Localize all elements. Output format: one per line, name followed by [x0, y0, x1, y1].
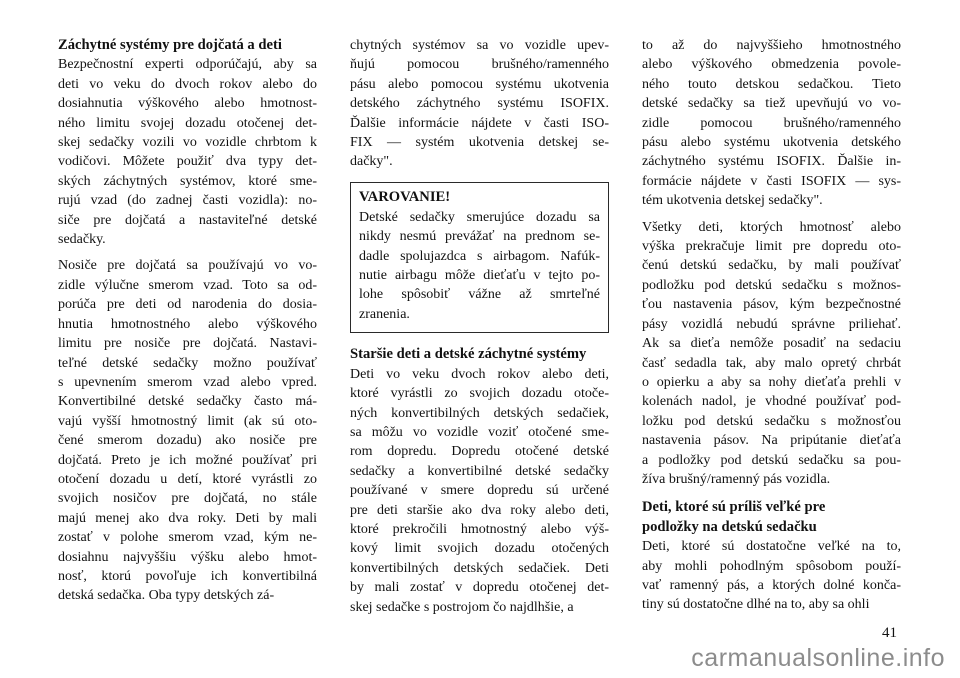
- text-line: ktoré prekročili hmotnostný alebo výš-: [350, 521, 609, 537]
- text-line: ských záchytných systémov, ktoré sme-: [58, 173, 317, 189]
- text-line: dosiahnutia výškového alebo hmotnost-: [58, 96, 317, 112]
- text-line: pre deti staršie ako dva roky alebo deti,: [350, 502, 609, 518]
- text-line: s upevnením smerom vzad alebo vpred.: [58, 374, 317, 390]
- text-line: vodičovi. Môžete použiť dva typy det-: [58, 154, 317, 170]
- text-line: a podložky pod detskú sedačku sa pou-: [642, 452, 901, 468]
- text-line: Konvertibilné detské sedačky často má-: [58, 394, 317, 410]
- text-line: o opierku a aby sa nohy dieťaťa prehli v: [642, 374, 901, 390]
- text-line: Deti vo veku dvoch rokov alebo deti,: [350, 366, 609, 382]
- text-line: používané v smere dopredu sú určené: [350, 483, 609, 499]
- text-line: Ak sa dieťa nemôže posadiť na sedaciu: [642, 336, 901, 352]
- text-line: to až do najvyššieho hmotnostného: [642, 38, 901, 53]
- section-heading: [350, 345, 609, 364]
- text-line: tém ukotvenia detskej sedačky".: [642, 193, 823, 209]
- text-line: skej sedačky vozili vo vozidle chrbtom k: [58, 135, 317, 151]
- column-3: [642, 36, 901, 617]
- paragraph: [642, 36, 901, 211]
- page-number: 41: [882, 625, 897, 641]
- text-line: nosť, ktorú povoľuje ich konvertibilná: [58, 568, 317, 584]
- text-line: nikdy nesmú prevážať na prednom se-: [359, 229, 600, 245]
- text-line: pásu alebo systému ukotvenia detského: [642, 135, 901, 151]
- text-line: dojčatá. Preto je ich možné používať pri: [58, 452, 317, 468]
- text-line: ložku pod detskú sedačku s možnosťou: [642, 413, 901, 429]
- text-line: vať ramenný pás, a ktorých dolné konča-: [642, 577, 901, 593]
- heading-line: Staršie deti a detské záchytné systémy: [350, 346, 587, 363]
- text-line: čenú detskú sedačku, by mali používať: [642, 258, 901, 274]
- text-line: vajú vyšší hmotnostný limit (ak sú oto-: [58, 413, 317, 429]
- watermark-text: carmanualsonline.info: [691, 644, 945, 672]
- text-line: zidle pomocou brušného/ramenného: [642, 115, 901, 131]
- text-line: chytných systémov sa vo vozidle upev-: [350, 38, 609, 53]
- warning-title: VAROVANIE!: [359, 188, 451, 205]
- text-line: sedačky.: [58, 232, 106, 248]
- text-line: výška prekračuje limit pre dopredu oto-: [642, 239, 901, 255]
- heading-line: Deti, ktoré sú príliš veľké pre: [642, 499, 826, 516]
- paragraph: [58, 55, 317, 249]
- text-line: ťou nastavenia pásov, kým bezpečnostné: [642, 297, 901, 313]
- heading-line: podložky na detskú sedačku: [642, 518, 817, 535]
- text-line: alebo výškového obmedzenia povole-: [642, 57, 901, 73]
- text-line: pásu alebo pomocou systému ukotvenia: [350, 76, 609, 92]
- text-line: majú menej ako dva roky. Deti by mali: [58, 510, 317, 526]
- paragraph: [642, 218, 901, 490]
- text-line: detské sedačky sa tiež upevňujú vo vo-: [642, 96, 901, 112]
- section-heading: [58, 36, 317, 55]
- text-columns: [58, 36, 901, 617]
- text-line: časť sedadla tak, aby malo opretý chrbát: [642, 355, 901, 371]
- text-line: detského záchytného systému ISOFIX.: [350, 96, 609, 112]
- heading-line: Záchytné systémy pre dojčatá a deti: [58, 37, 282, 53]
- text-line: zranenia.: [359, 306, 410, 322]
- section-heading: [642, 498, 901, 537]
- text-line: ných konvertibilných detských sedačiek,: [350, 405, 609, 421]
- text-line: porúča pre deti od narodenia do dosia-: [58, 297, 317, 313]
- paragraph: [58, 256, 317, 605]
- text-line: dačky".: [350, 154, 393, 170]
- text-line: ného limitu svojej dozadu otočenej det-: [58, 115, 317, 131]
- text-line: otočení dozadu u detí, ktoré vyrástli zo: [58, 471, 317, 487]
- text-line: žíva brušný/ramenný pás vozidla.: [642, 471, 831, 487]
- text-line: lohe spôsobiť vážne až smrteľné: [359, 287, 600, 303]
- text-line: Všetky deti, ktorých hmotnosť alebo: [642, 219, 901, 235]
- paragraph: [642, 537, 901, 615]
- warning-box: [350, 182, 609, 333]
- text-line: kový limit svojich dozadu otočených: [350, 541, 609, 557]
- text-line: hnutia hmotnostného alebo výškového: [58, 316, 317, 332]
- text-line: Ďalšie informácie nájdete v časti ISO-: [350, 115, 609, 131]
- text-line: skej sedačke s postrojom čo najdlhšie, a: [350, 599, 574, 615]
- paragraph: [350, 36, 609, 172]
- text-line: ného touto detskou sedačkou. Tieto: [642, 76, 901, 92]
- text-line: svojich nosičov pre dojčatá, no stále: [58, 491, 317, 507]
- text-line: ňujú pomocou brušného/ramenného: [350, 57, 609, 73]
- text-line: nutie airbagu môže dieťaťu v tejto po-: [359, 268, 600, 284]
- text-line: Deti, ktoré sú dostatočne veľké na to,: [642, 539, 901, 555]
- text-line: podložku pod detskú sedačku s možnos-: [642, 277, 901, 293]
- text-line: zidle výlučne smerom vzad. Toto sa od-: [58, 277, 317, 293]
- column-1: [58, 36, 317, 617]
- text-line: zostať v polohe smerom vzad, kým ne-: [58, 530, 317, 546]
- text-line: formácie nájdete v časti ISOFIX — sys-: [642, 173, 901, 189]
- text-line: dosiahnu najvyššiu výšku alebo hmot-: [58, 549, 317, 565]
- text-line: sedačky a konvertibilné detské sedačky: [350, 463, 609, 479]
- text-line: Nosiče pre dojčatá sa používajú vo vo-: [58, 258, 317, 274]
- text-line: sa môžu vo vozidle voziť otočené sme-: [350, 424, 609, 440]
- text-line: kolenách nadol, je vhodné používať pod-: [642, 394, 901, 410]
- text-line: deti vo veku do dvoch rokov alebo do: [58, 76, 317, 92]
- text-line: rujú vzad (do zadnej časti vozidla): no-: [58, 193, 317, 209]
- text-line: tiny sú dostatočne dlhé na to, aby sa ohli: [642, 597, 870, 613]
- text-line: Bezpečnostní experti odporúčajú, aby sa: [58, 57, 317, 73]
- text-line: pásy vozidlá nebudú správne priliehať.: [642, 316, 901, 332]
- text-line: nastavenia pásov. Na pripútanie dieťaťa: [642, 433, 901, 449]
- text-line: FIX — systém ukotvenia detskej se-: [350, 135, 609, 151]
- column-2: [350, 36, 609, 617]
- text-line: siče pre dojčatá a nastaviteľné detské: [58, 212, 317, 228]
- text-line: konvertibilných detských sedačiek. Deti: [350, 560, 609, 576]
- text-line: ktoré vyrástli zo svojich dozadu otoče-: [350, 386, 609, 402]
- text-line: aby mohli pohodlným spôsobom použí-: [642, 558, 901, 574]
- text-line: dadle spolujazdca s airbagom. Nafúk-: [359, 248, 600, 264]
- text-line: limitu pre nosiče pre dojčatá. Nastavi-: [58, 336, 317, 352]
- text-line: záchytného systému ISOFIX. Ďalšie in-: [642, 154, 901, 170]
- text-line: teľné detské sedačky možno používať: [58, 355, 317, 371]
- paragraph: [350, 365, 609, 617]
- text-line: by mali zostať v dopredu otočenej det-: [350, 580, 609, 596]
- text-line: rom dopredu. Dopredu otočené detské: [350, 444, 609, 460]
- text-line: Detské sedačky smerujúce dozadu sa: [359, 209, 600, 225]
- text-line: detská sedačka. Oba typy detských zá-: [58, 588, 275, 604]
- text-line: čené smerom dozadu) ako nosiče pre: [58, 433, 317, 449]
